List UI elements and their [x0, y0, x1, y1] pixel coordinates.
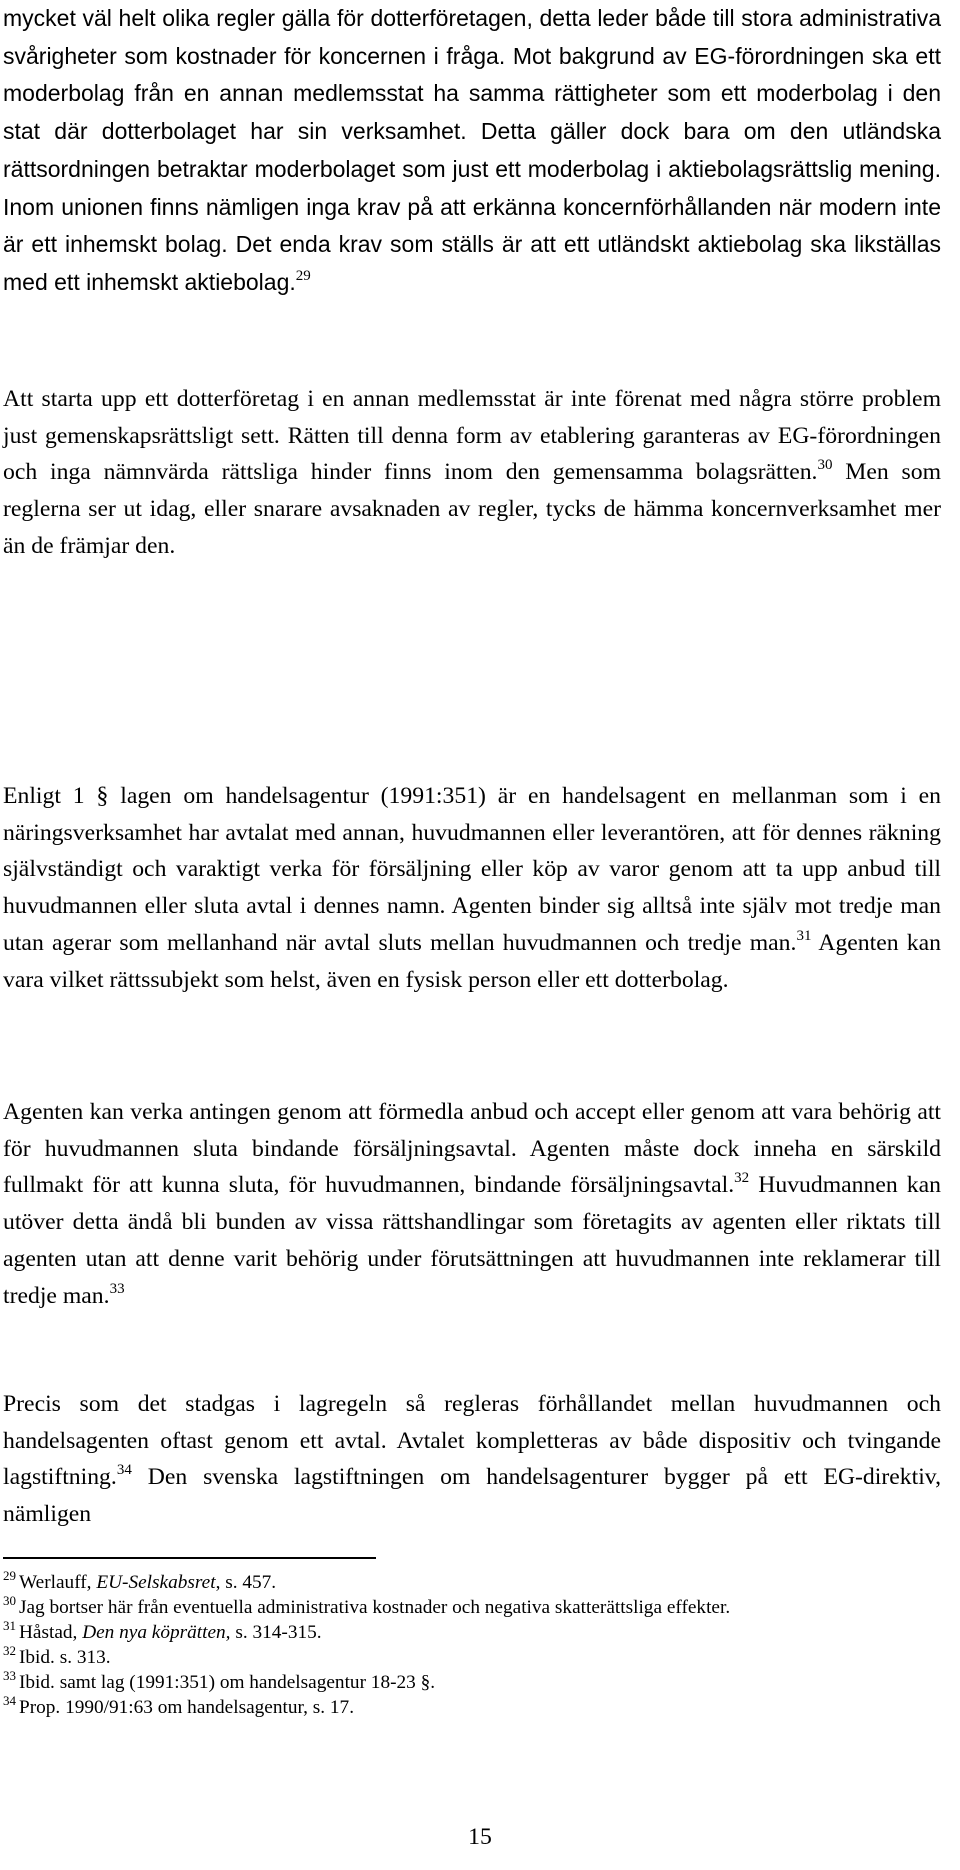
- paragraph-text: Precis som det stadgas i lagregeln så regleras förhållandet mellan huvudmannen och handelsagenten oftast genom ett avtal. Avtalet kompletteras av både dispositiv och tvingande lagstiftning.: [3, 1391, 941, 1491]
- footnote-ref-30[interactable]: 30: [817, 457, 833, 474]
- footnote-text: , s. 457.: [215, 1572, 277, 1593]
- paragraph-text: Huvudmannen kan utöver detta ändå bli bunden av vissa rättshandlingar som företagits av agenten eller riktats till agenten utan att denne varit behörig under förutsättningen att huvudmannen inte reklamerar till tredje man.: [3, 1172, 941, 1309]
- footnote-text: Ibid. s. 313.: [19, 1647, 111, 1668]
- footnote-separator: [3, 1557, 376, 1559]
- footnote-30: [3, 1595, 923, 1620]
- paragraph-avtal-lagstiftning: [3, 1386, 941, 1533]
- paragraph-text: Att starta upp ett dotterföretag i en annan medlemsstat är inte förenat med några större problem just gemenskapsrättsligt sett. Rätten till denna form av etablering garanteras av EG-förordningen och inga nämnvärda rättsliga hinder finns inom den gemensamma bolagsrätten.: [3, 386, 941, 486]
- footnote-text: Håstad,: [19, 1622, 83, 1643]
- paragraph-text: mycket väl helt olika regler gälla för dotterföretagen, detta leder både till stora administrativa svårigheter som kostnader för koncernen i fråga. Mot bakgrund av EG-förordningen ska ett moderbolag från en annan medlemsstat ha samma rättigheter som ett moderbolag i den stat där dotterbolaget har sin verksamhet. Detta gäller dock bara om den utländska rättsordningen betraktar moderbolaget som just ett moderbolag i aktiebolagsrättslig mening. Inom unionen finns nämligen inga krav på att erkänna koncernförhållanden när modern inte är ett inhemskt bolag. Det enda krav som ställs är att ett utländskt aktiebolag ska likställas med ett inhemskt aktiebolag.: [3, 5, 941, 295]
- footnote-text: Ibid. samt lag (1991:351) om handelsagentur 18-23: [19, 1672, 421, 1693]
- footnote-text: Prop. 1990/91:63 om handelsagentur, s. 17.: [19, 1697, 355, 1718]
- footnote-ref-33[interactable]: 33: [109, 1280, 125, 1297]
- paragraph-koncern-moderbolag: [3, 0, 941, 302]
- footnote-title: Den nya köprätten,: [82, 1622, 231, 1643]
- footnote-32: [3, 1645, 923, 1670]
- paragraph-text: Enligt 1: [3, 783, 97, 809]
- footnote-29: [3, 1570, 923, 1595]
- paragraph-text: Men som reglerna ser ut idag, eller snarare avsaknaden av regler, tycks de hämma koncernverksamhet mer än de främjar den.: [3, 459, 942, 559]
- section-sign: §: [96, 783, 109, 809]
- footnote-31: [3, 1620, 923, 1645]
- footnote-number: 34: [3, 1693, 16, 1708]
- footnote-title: EU-Selskabsret: [96, 1572, 216, 1593]
- footnote-text: Werlauff,: [19, 1572, 97, 1593]
- footnote-ref-29[interactable]: 29: [295, 267, 311, 284]
- footnote-number: 30: [3, 1593, 16, 1608]
- footnote-number: 32: [3, 1643, 16, 1658]
- footnote-ref-31[interactable]: 31: [796, 927, 812, 944]
- footnote-ref-32[interactable]: 32: [734, 1170, 750, 1187]
- footnotes: [3, 1570, 923, 1720]
- paragraph-text: Agenten kan vara vilket rättssubjekt som helst, även en fysisk person eller ett dotterbolag.: [3, 929, 941, 993]
- paragraph-text: Agenten kan verka antingen genom att förmedla anbud och accept eller genom att vara behörig att för huvudmannen sluta bindande försäljningsavtal. Agenten måste dock inneha en särskild fullmakt för att kunna sluta, för huvudmannen, bindande försäljningsavtal.: [3, 1099, 941, 1199]
- footnote-33: [3, 1670, 923, 1695]
- paragraph-agent-behorighet: [3, 1094, 941, 1314]
- footnote-number: 29: [3, 1568, 16, 1583]
- footnote-text: §.: [420, 1672, 436, 1693]
- paragraph-text: Den svenska lagstiftningen om handelsagenturer bygger på ett EG-direktiv, nämligen: [3, 1464, 941, 1528]
- footnote-34: [3, 1695, 923, 1720]
- footnote-text: Jag bortser här från eventuella administrativa kostnader och negativa skatterättsliga effekter.: [19, 1597, 731, 1618]
- footnote-text: s. 314-315.: [230, 1622, 322, 1643]
- footnote-ref-34[interactable]: 34: [116, 1462, 132, 1479]
- paragraph-dotterforetag-etablering: [3, 381, 941, 565]
- section-heading: [3, 675, 95, 725]
- paragraph-handelsagent-definition: [3, 778, 941, 998]
- page-number: 15: [468, 1824, 492, 1850]
- paragraph-text: lagen om handelsagentur (1991:351) är en handelsagent en mellanman som i en näringsverksamhet har avtalat med annan, huvudmannen eller leverantören, att för dennes räkning självständigt och varaktigt verka för försäljning eller köp av varor genom att ta upp anbud till huvudmannen eller sluta avtal i dennes namn. Agenten binder sig alltså inte själv mot tredje man utan agerar som mellanhand när avtal sluts mellan huvudmannen och tredje man.: [3, 783, 941, 956]
- footnote-number: 33: [3, 1668, 16, 1683]
- footnote-number: 31: [3, 1618, 16, 1633]
